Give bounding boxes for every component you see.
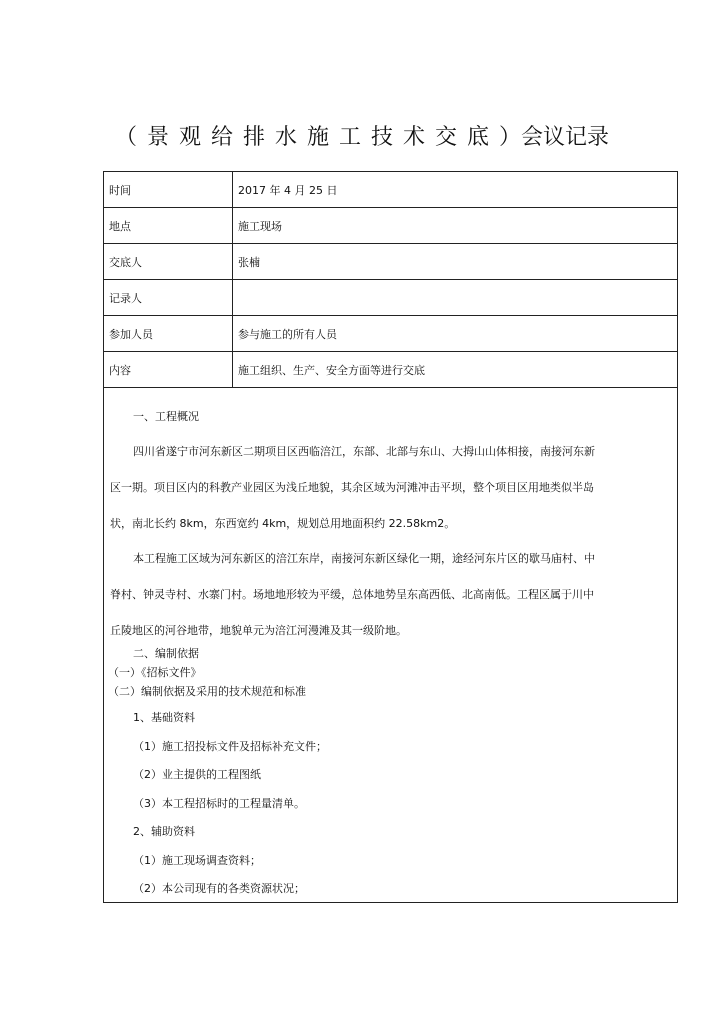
location-label: 地点	[104, 208, 233, 244]
table-row-time	[104, 172, 678, 208]
section-heading-basis: 二、编制依据	[133, 647, 199, 660]
auxiliary-materials-item: （2）本公司现有的各类资源状况；	[133, 882, 305, 895]
time-label: 时间	[104, 172, 233, 208]
section-heading-overview: 一、工程概况	[133, 410, 199, 423]
title-suffix: ）会议记录	[499, 125, 610, 150]
scope-paragraph-line: 丘陵地区的河谷地带，地貌单元为涪江河漫滩及其一级阶地。	[110, 624, 407, 637]
overview-paragraph-line: 区一期。项目区内的科教产业园区为浅丘地貌，其余区域为河滩冲击平坝，整个项目区用地类似半岛	[110, 481, 594, 494]
attendees-value: 参与施工的所有人员	[233, 316, 678, 352]
basic-materials-heading: 1、基础资料	[133, 711, 195, 724]
info-table	[103, 171, 678, 388]
table-row-presenter	[104, 244, 678, 280]
presenter-value: 张楠	[233, 244, 678, 280]
content-body	[103, 388, 678, 903]
scope-paragraph-line: 脊村、钟灵寺村、水寨门村。场地地形较为平缓，总体地势呈东高西低、北高南低。工程区属于川中	[110, 588, 594, 601]
title-topic: （景观给排水施工技术交底	[114, 125, 499, 150]
recorder-value	[233, 280, 678, 316]
table-row-recorder	[104, 280, 678, 316]
table-row-content	[104, 352, 678, 388]
table-row-location	[104, 208, 678, 244]
basic-materials-item: （3）本工程招标时的工程量清单。	[133, 797, 305, 810]
basis-subheading-standards: （二）编制依据及采用的技术规范和标准	[108, 685, 306, 698]
basic-materials-item: （2）业主提供的工程图纸	[133, 768, 261, 781]
overview-paragraph-line: 状，南北长约 8km，东西宽约 4km，规划总用地面积约 22.58km2。	[110, 517, 456, 530]
attendees-label: 参加人员	[104, 316, 233, 352]
table-row-attendees	[104, 316, 678, 352]
basic-materials-item: （1）施工招投标文件及招标补充文件；	[133, 740, 327, 753]
presenter-label: 交底人	[104, 244, 233, 280]
location-value: 施工现场	[233, 208, 678, 244]
document-title	[0, 120, 724, 151]
content-value: 施工组织、生产、安全方面等进行交底	[233, 352, 678, 388]
content-label: 内容	[104, 352, 233, 388]
auxiliary-materials-heading: 2、辅助资料	[133, 825, 195, 838]
overview-paragraph-line: 四川省遂宁市河东新区二期项目区西临涪江，东部、北部与东山、大拇山山体相接，南接河东新	[133, 445, 595, 458]
auxiliary-materials-item: （1）施工现场调查资料；	[133, 854, 261, 867]
recorder-label: 记录人	[104, 280, 233, 316]
basis-subheading-tender: （一）《招标文件》	[108, 666, 202, 679]
scope-paragraph-line: 本工程施工区域为河东新区的涪江东岸，南接河东新区绿化一期，途经河东片区的歇马庙村、中	[133, 552, 595, 565]
time-value: 2017 年 4 月 25 日	[233, 172, 678, 208]
